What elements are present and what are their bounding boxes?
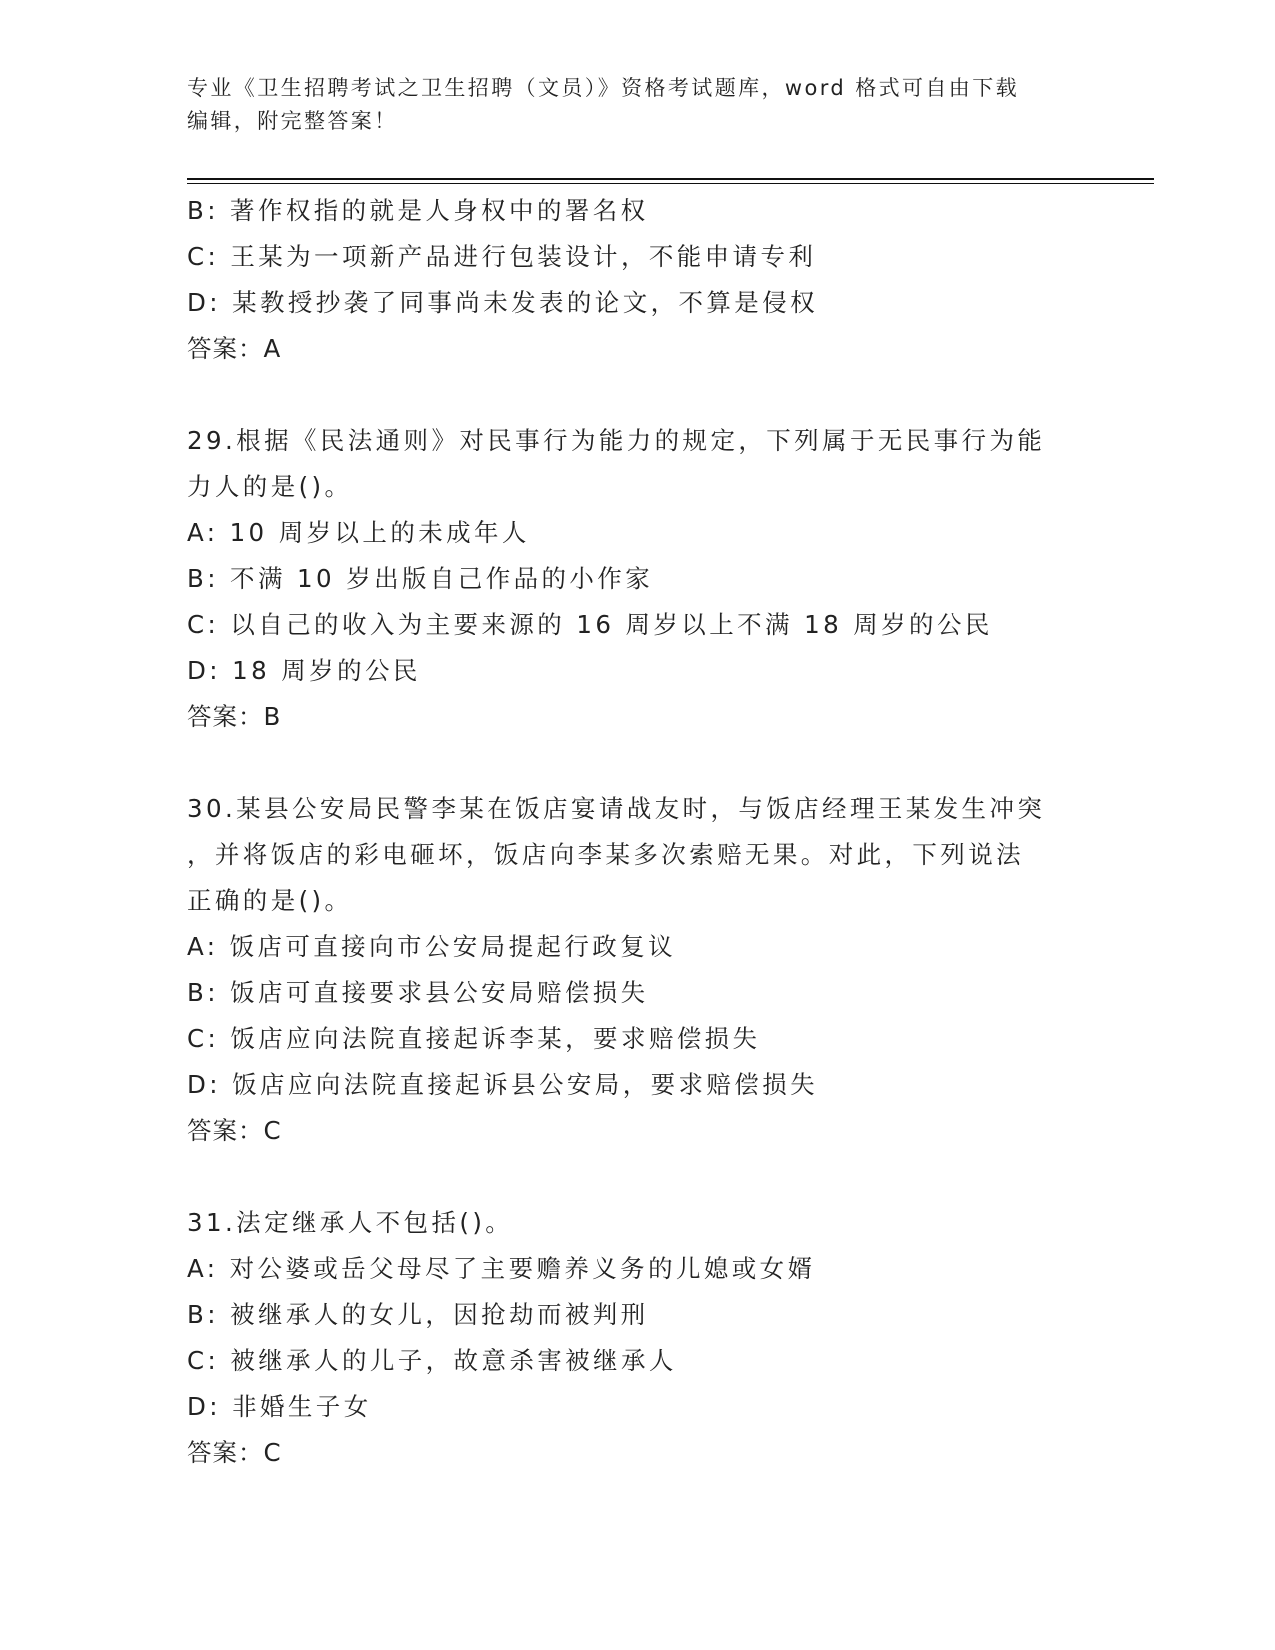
option-c: C: 以自己的收入为主要来源的 16 周岁以上不满 18 周岁的公民: [187, 610, 993, 639]
option-d: D: 某教授抄袭了同事尚未发表的论文，不算是侵权: [187, 288, 819, 317]
option-b: B: 饭店可直接要求县公安局赔偿损失: [187, 978, 649, 1007]
document-header: [187, 72, 1087, 138]
question-stem-line-1: 31.法定继承人不包括()。: [187, 1208, 514, 1237]
question-28: [187, 188, 1107, 372]
question-stem-line-1: 29.根据《民法通则》对民事行为能力的规定，下列属于无民事行为能: [187, 426, 1046, 455]
option-a: A: 对公婆或岳父母尽了主要赡养义务的儿媳或女婿: [187, 1254, 816, 1283]
spacer: [187, 372, 1107, 418]
header-line-1: 专业《卫生招聘考试之卫生招聘（文员）》资格考试题库，word 格式可自由下载: [187, 76, 1019, 100]
question-list: [187, 188, 1107, 1476]
spacer: [187, 740, 1107, 786]
option-c: C: 饭店应向法院直接起诉李某，要求赔偿损失: [187, 1024, 761, 1053]
option-d: D: 18 周岁的公民: [187, 656, 421, 685]
option-a: A: 饭店可直接向市公安局提起行政复议: [187, 932, 676, 961]
option-d: D: 非婚生子女: [187, 1392, 372, 1421]
question-31: [187, 1200, 1107, 1476]
answer: 答案：C: [187, 1438, 282, 1467]
option-c: C: 被继承人的儿子，故意杀害被继承人: [187, 1346, 677, 1375]
question-stem-line-2: 力人的是()。: [187, 472, 353, 501]
question-stem-line-1: 30.某县公安局民警李某在饭店宴请战友时，与饭店经理王某发生冲突: [187, 794, 1046, 823]
answer: 答案：C: [187, 1116, 282, 1145]
option-b: B: 不满 10 岁出版自己作品的小作家: [187, 564, 654, 593]
question-30: [187, 786, 1107, 1154]
header-line-2: 编辑，附完整答案！: [187, 109, 398, 133]
question-stem-line-3: 正确的是()。: [187, 886, 353, 915]
spacer: [187, 1154, 1107, 1200]
question-stem-line-2: ，并将饭店的彩电砸坏，饭店向李某多次索赔无果。对此，下列说法: [187, 840, 1024, 869]
answer: 答案：A: [187, 334, 282, 363]
option-c: C: 王某为一项新产品进行包装设计，不能申请专利: [187, 242, 817, 271]
option-a: A: 10 周岁以上的未成年人: [187, 518, 530, 547]
answer: 答案：B: [187, 702, 282, 731]
question-29: [187, 418, 1107, 740]
option-b: B: 被继承人的女儿，因抢劫而被判刑: [187, 1300, 649, 1329]
option-b: B: 著作权指的就是人身权中的署名权: [187, 196, 649, 225]
option-d: D: 饭店应向法院直接起诉县公安局，要求赔偿损失: [187, 1070, 819, 1099]
header-divider-thin: [187, 183, 1154, 184]
header-divider-thick: [187, 178, 1154, 180]
